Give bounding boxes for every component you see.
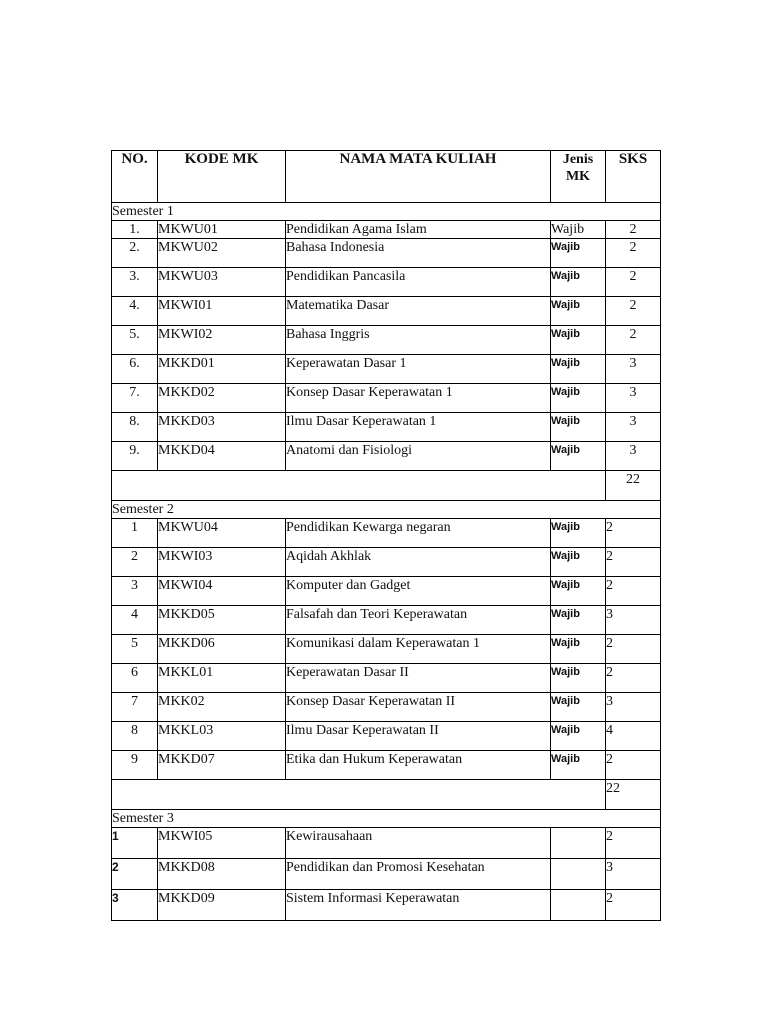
header-jenis: Jenis MK <box>551 151 606 203</box>
total-spacer <box>112 780 606 810</box>
row-sks: 2 <box>606 326 661 355</box>
table-row <box>112 519 661 548</box>
row-kode: MKKD09 <box>158 890 286 921</box>
row-jenis <box>551 828 606 859</box>
row-kode: MKWU02 <box>158 239 286 268</box>
row-nama: Komunikasi dalam Keperawatan 1 <box>286 635 551 664</box>
row-kode: MKKD02 <box>158 384 286 413</box>
semester-label: Semester 1 <box>112 203 661 221</box>
row-sks: 3 <box>606 859 661 890</box>
header-no: NO. <box>112 151 158 203</box>
table-row <box>112 384 661 413</box>
row-no: 3 <box>112 890 158 921</box>
table-row <box>112 828 661 859</box>
semester-label: Semester 2 <box>112 501 661 519</box>
row-nama: Pendidikan Agama Islam <box>286 221 551 239</box>
row-sks: 2 <box>606 577 661 606</box>
row-sks: 2 <box>606 890 661 921</box>
row-kode: MKKL01 <box>158 664 286 693</box>
row-jenis: Wajib <box>551 297 606 326</box>
row-nama: Ilmu Dasar Keperawatan 1 <box>286 413 551 442</box>
row-jenis: Wajib <box>551 519 606 548</box>
row-jenis: Wajib <box>551 221 606 239</box>
row-kode: MKWU03 <box>158 268 286 297</box>
table-row <box>112 413 661 442</box>
table-row <box>112 239 661 268</box>
row-nama: Sistem Informasi Keperawatan <box>286 890 551 921</box>
row-sks: 2 <box>606 519 661 548</box>
row-kode: MKKL03 <box>158 722 286 751</box>
row-no: 1 <box>112 519 158 548</box>
row-nama: Falsafah dan Teori Keperawatan <box>286 606 551 635</box>
row-nama: Matematika Dasar <box>286 297 551 326</box>
row-kode: MKKD04 <box>158 442 286 471</box>
row-nama: Bahasa Inggris <box>286 326 551 355</box>
row-kode: MKKD05 <box>158 606 286 635</box>
row-jenis: Wajib <box>551 606 606 635</box>
table-row <box>112 355 661 384</box>
row-sks: 2 <box>606 664 661 693</box>
table-row <box>112 693 661 722</box>
row-sks: 2 <box>606 239 661 268</box>
row-jenis: Wajib <box>551 239 606 268</box>
row-nama: Pendidikan dan Promosi Kesehatan <box>286 859 551 890</box>
row-jenis: Wajib <box>551 693 606 722</box>
table-row <box>112 577 661 606</box>
row-kode: MKWI05 <box>158 828 286 859</box>
row-nama: Bahasa Indonesia <box>286 239 551 268</box>
row-jenis: Wajib <box>551 577 606 606</box>
row-sks: 3 <box>606 606 661 635</box>
header-nama: NAMA MATA KULIAH <box>286 151 551 203</box>
row-no: 6 <box>112 664 158 693</box>
row-kode: MKKD03 <box>158 413 286 442</box>
row-kode: MKWU04 <box>158 519 286 548</box>
row-no: 4 <box>112 606 158 635</box>
table-row <box>112 442 661 471</box>
row-nama: Pendidikan Pancasila <box>286 268 551 297</box>
curriculum-table <box>111 150 661 921</box>
total-row <box>112 780 661 810</box>
row-jenis: Wajib <box>551 355 606 384</box>
row-nama: Ilmu Dasar Keperawatan II <box>286 722 551 751</box>
row-no: 4. <box>112 297 158 326</box>
row-no: 3. <box>112 268 158 297</box>
table-row <box>112 722 661 751</box>
row-kode: MKKD07 <box>158 751 286 780</box>
table-row <box>112 606 661 635</box>
row-kode: MKKD06 <box>158 635 286 664</box>
row-no: 7 <box>112 693 158 722</box>
row-nama: Keperawatan Dasar 1 <box>286 355 551 384</box>
row-kode: MKWI03 <box>158 548 286 577</box>
row-sks: 2 <box>606 297 661 326</box>
row-sks: 3 <box>606 355 661 384</box>
row-no: 5. <box>112 326 158 355</box>
row-jenis <box>551 859 606 890</box>
row-jenis: Wajib <box>551 722 606 751</box>
row-nama: Konsep Dasar Keperawatan 1 <box>286 384 551 413</box>
row-sks: 2 <box>606 751 661 780</box>
header-kode: KODE MK <box>158 151 286 203</box>
row-kode: MKWI01 <box>158 297 286 326</box>
row-no: 1 <box>112 828 158 859</box>
row-sks: 2 <box>606 268 661 297</box>
row-sks: 2 <box>606 828 661 859</box>
row-nama: Anatomi dan Fisiologi <box>286 442 551 471</box>
row-kode: MKKD08 <box>158 859 286 890</box>
header-row <box>112 151 661 203</box>
semester-total: 22 <box>606 780 661 810</box>
row-sks: 3 <box>606 413 661 442</box>
row-kode: MKKD01 <box>158 355 286 384</box>
row-nama: Konsep Dasar Keperawatan II <box>286 693 551 722</box>
row-sks: 2 <box>606 548 661 577</box>
row-no: 2 <box>112 859 158 890</box>
row-no: 6. <box>112 355 158 384</box>
table-row <box>112 635 661 664</box>
row-sks: 3 <box>606 693 661 722</box>
row-no: 5 <box>112 635 158 664</box>
row-sks: 3 <box>606 442 661 471</box>
row-nama: Aqidah Akhlak <box>286 548 551 577</box>
semester-row <box>112 203 661 221</box>
row-no: 9. <box>112 442 158 471</box>
row-jenis: Wajib <box>551 635 606 664</box>
row-no: 2. <box>112 239 158 268</box>
table-row <box>112 268 661 297</box>
row-jenis: Wajib <box>551 442 606 471</box>
row-kode: MKWU01 <box>158 221 286 239</box>
row-jenis <box>551 890 606 921</box>
row-jenis: Wajib <box>551 268 606 297</box>
row-nama: Keperawatan Dasar II <box>286 664 551 693</box>
row-nama: Etika dan Hukum Keperawatan <box>286 751 551 780</box>
semester-row <box>112 501 661 519</box>
row-no: 1. <box>112 221 158 239</box>
table-row <box>112 221 661 239</box>
total-spacer <box>112 471 606 501</box>
row-jenis: Wajib <box>551 664 606 693</box>
row-no: 8. <box>112 413 158 442</box>
row-jenis: Wajib <box>551 413 606 442</box>
row-nama: Komputer dan Gadget <box>286 577 551 606</box>
table-row <box>112 751 661 780</box>
row-no: 8 <box>112 722 158 751</box>
row-jenis: Wajib <box>551 326 606 355</box>
table-row <box>112 664 661 693</box>
row-jenis: Wajib <box>551 751 606 780</box>
row-jenis: Wajib <box>551 548 606 577</box>
row-nama: Pendidikan Kewarga negaran <box>286 519 551 548</box>
row-sks: 4 <box>606 722 661 751</box>
row-jenis: Wajib <box>551 384 606 413</box>
table-row <box>112 859 661 890</box>
table-row <box>112 326 661 355</box>
row-nama: Kewirausahaan <box>286 828 551 859</box>
row-no: 7. <box>112 384 158 413</box>
row-sks: 2 <box>606 635 661 664</box>
row-kode: MKK02 <box>158 693 286 722</box>
row-sks: 3 <box>606 384 661 413</box>
row-kode: MKWI02 <box>158 326 286 355</box>
table-row <box>112 297 661 326</box>
semester-total: 22 <box>606 471 661 501</box>
header-sks: SKS <box>606 151 661 203</box>
semester-label: Semester 3 <box>112 810 661 828</box>
total-row <box>112 471 661 501</box>
row-sks: 2 <box>606 221 661 239</box>
row-no: 9 <box>112 751 158 780</box>
row-kode: MKWI04 <box>158 577 286 606</box>
table-row <box>112 890 661 921</box>
table-row <box>112 548 661 577</box>
semester-row <box>112 810 661 828</box>
row-no: 3 <box>112 577 158 606</box>
row-no: 2 <box>112 548 158 577</box>
